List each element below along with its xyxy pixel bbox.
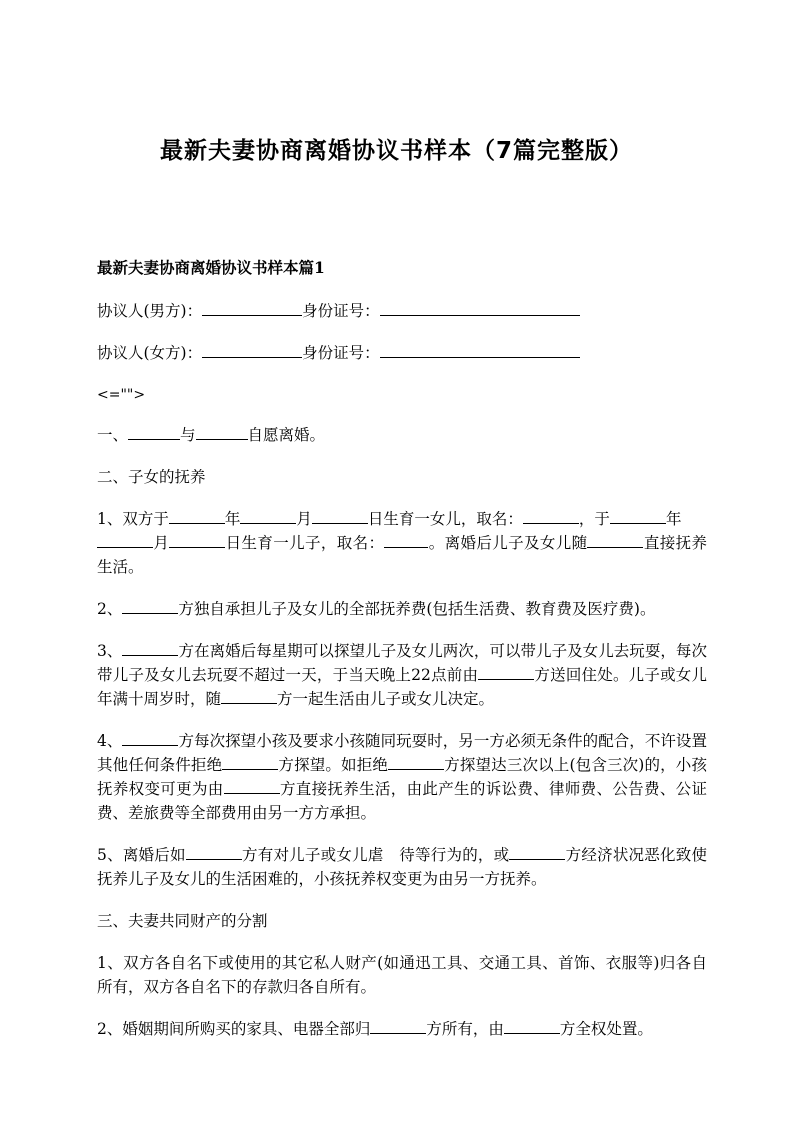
blank-field <box>122 599 178 614</box>
children-clause-2 <box>97 597 707 621</box>
text-run: 方经济状况恶化致使抚养儿子及女儿的生活困难的，小孩抚养权变更为由另一方抚养。 <box>97 846 707 888</box>
document-title: 最新夫妻协商离婚协议书样本（7篇完整版） <box>159 138 633 164</box>
text-run: 月 <box>153 534 170 552</box>
text-run: 5、离婚后如 <box>97 846 186 864</box>
party-female-label: 协议人(女方)： <box>97 344 203 362</box>
blank-field <box>380 343 580 358</box>
text-run: 1、双方于 <box>97 510 169 528</box>
blank-field <box>224 779 280 794</box>
blank-field <box>128 425 180 440</box>
text-run: 方探望。如拒绝 <box>278 756 389 774</box>
text-run: 方所有，由 <box>426 1020 504 1038</box>
children-clause-5 <box>97 843 707 891</box>
blank-field <box>380 301 580 316</box>
blank-field <box>196 425 248 440</box>
blank-field <box>610 509 666 524</box>
text-run: 方每次探望小孩及要求小孩随同玩耍时，另一方必须无条件的配合，不许设置其他任何条件拒绝 <box>97 732 707 774</box>
blank-field <box>312 509 368 524</box>
text-run: 一、 <box>97 426 129 444</box>
blank-field <box>504 1019 560 1034</box>
children-clause-4 <box>97 729 707 825</box>
blank-field <box>388 755 444 770</box>
blank-field <box>186 845 242 860</box>
blank-field <box>202 301 302 316</box>
text-run: 方一起生活由儿子或女儿决定。 <box>277 690 495 708</box>
id-label: 身份证号： <box>302 302 380 320</box>
id-label: 身份证号： <box>302 344 380 362</box>
blank-field <box>240 509 296 524</box>
text-run: 方送回住处。儿子或女儿年满十周岁时，随 <box>97 666 707 708</box>
clause-1 <box>97 423 707 447</box>
party-male-line <box>97 299 707 323</box>
text-run: ，于 <box>578 510 610 528</box>
blank-field <box>202 343 302 358</box>
heading-children: 二、子女的抚养 <box>97 468 206 486</box>
party-female-line <box>97 341 707 365</box>
children-clause-3 <box>97 639 707 711</box>
blank-field <box>169 533 225 548</box>
text-run: 3、 <box>97 642 123 660</box>
party-male-label: 协议人(男方)： <box>97 302 203 320</box>
blank-field <box>122 731 178 746</box>
document-body <box>97 257 707 1059</box>
text-run: 方全权处置。 <box>559 1020 653 1038</box>
text-run: 2、 <box>97 600 123 618</box>
text-run: 年 <box>665 510 682 528</box>
text-run: 2、婚姻期间所购买的家具、电器全部归 <box>97 1020 371 1038</box>
text-run: 方独自承担儿子及女儿的全部抚养费(包括生活费、教育费及医疗费)。 <box>178 600 656 618</box>
text-run: 。离婚后儿子及女儿随 <box>428 534 588 552</box>
blank-field <box>97 533 153 548</box>
blank-field <box>587 533 643 548</box>
children-clause-1 <box>97 507 707 579</box>
section-heading: 最新夫妻协商离婚协议书样本篇1 <box>97 258 325 277</box>
blank-field <box>523 509 579 524</box>
text-run: 日生育一儿子，取名： <box>225 534 385 552</box>
blank-field <box>221 689 277 704</box>
text-run: 年 <box>224 510 241 528</box>
property-clause-2 <box>97 1017 707 1041</box>
blank-field <box>169 509 225 524</box>
heading-property: 三、夫妻共同财产的分割 <box>97 912 268 930</box>
blank-field <box>384 533 428 548</box>
text-run: 日生育一女儿，取名： <box>367 510 523 528</box>
blank-field <box>509 845 565 860</box>
property-clause-1: 1、双方各自名下或使用的其它私人财产(如通迅工具、交通工具、首饰、衣服等)归各自所有，双方各自名下的存款归各自所有。 <box>97 954 707 996</box>
text-run: 方探望达三次以上(包含三次)的，小孩抚养权变可更为由 <box>97 756 707 798</box>
text-run: 方直接抚养生活，由此产生的诉讼费、律师费、公告费、公证费、差旅费等全部费用由另一方方承担。 <box>97 780 707 822</box>
text-run: 与 <box>180 426 196 444</box>
blank-field <box>222 755 278 770</box>
code-artifact: <=""> <box>97 387 146 403</box>
text-run: 方有对儿子或女儿虐 待等行为的，或 <box>241 846 510 864</box>
blank-field <box>122 641 178 656</box>
text-run: 方在离婚后每星期可以探望儿子及女儿两次，可以带儿子及女儿去玩耍，每次带儿子及女儿去玩耍不超过一天，于当天晚上22点前由 <box>97 642 707 684</box>
text-run: 自愿离婚。 <box>247 426 326 444</box>
text-run: 直接抚养生活。 <box>97 534 707 576</box>
blank-field <box>370 1019 426 1034</box>
text-run: 月 <box>296 510 312 528</box>
blank-field <box>478 665 534 680</box>
text-run: 4、 <box>97 732 123 750</box>
